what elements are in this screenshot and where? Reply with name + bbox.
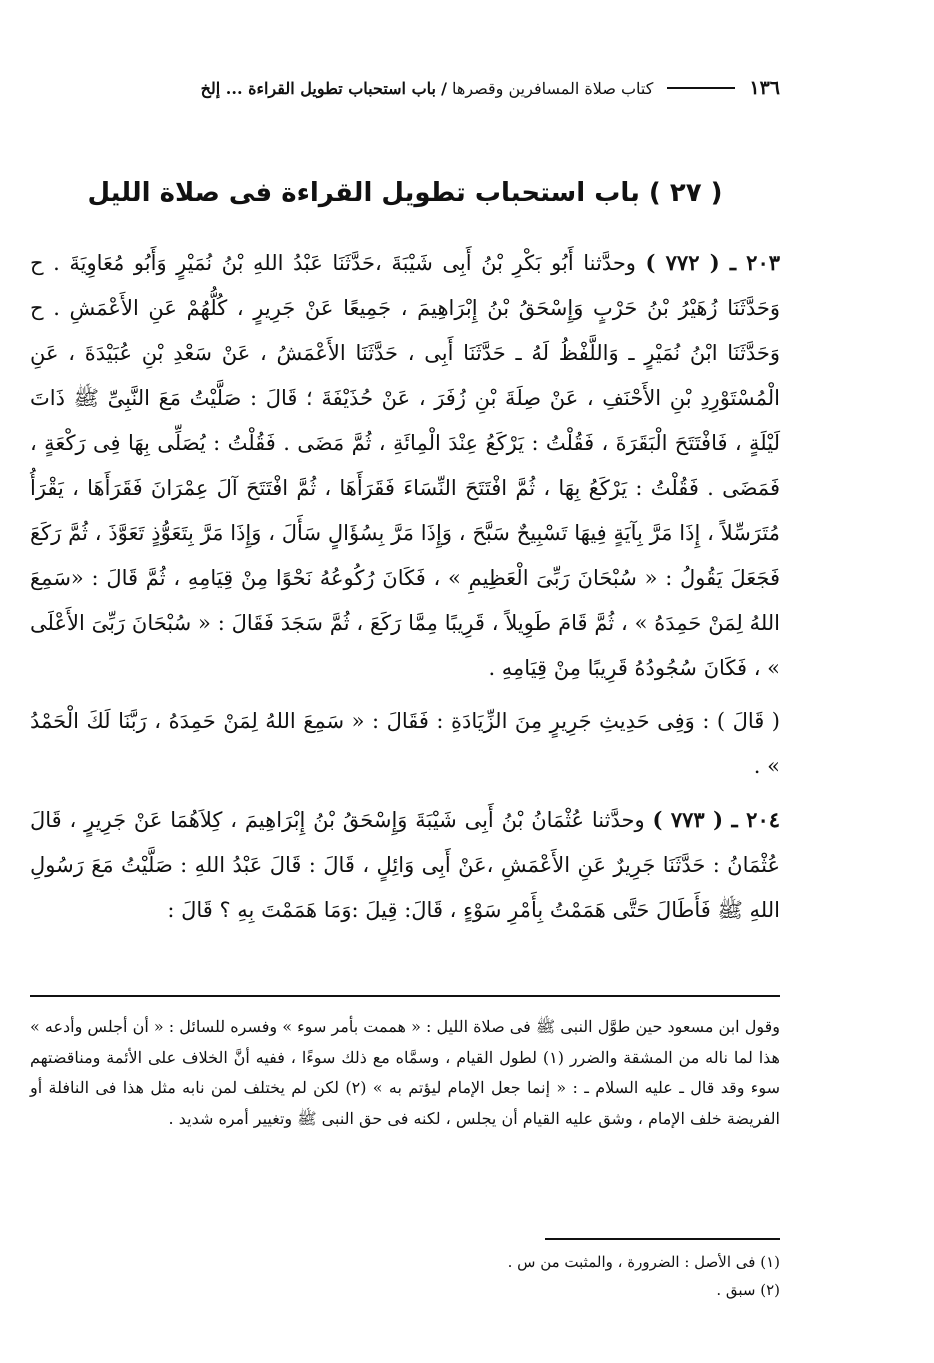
commentary xyxy=(30,1012,780,1134)
paragraph-gap xyxy=(30,789,780,797)
footnote: (٢) سبق . xyxy=(716,1281,780,1299)
page-number: ١٣٦ xyxy=(749,77,780,99)
hadith-body: وحدَّثنا أَبُو بَكْرِ بْنُ أَبِى شَيْبَةَ ،حَدَّثَنَا عَبْدُ اللهِ بْنُ نُمَيْرٍ وَأَبُو مُعَاوِيَةَ . ح وَحَدَّثَنَا زُهَيْرُ بْنُ حَرْبٍ وَإِسْحَقُ بْنُ إِبْرَاهِيمَ ، جَمِيعًا عَنْ جَرِيرٍ ، كُلُّهُمْ عَنِ الأَعْمَشِ . ح وَحَدَّثَنَا ابْنُ نُمَيْرٍ ـ وَاللَّفْظُ لَهُ ـ حَدَّثَنَا أَبِى ، حَدَّثَنَا الأَعْمَشُ ، عَنْ سَعْدِ بْنِ عُبَيْدَةَ ، عَنِ الْمُسْتَوْرِدِ بْنِ الأَحْنَفِ ، عَنْ صِلَةَ بْنِ زُفَرَ ، عَنْ حُذَيْفَةَ ؛ قَالَ : صَلَّيْتُ مَعَ النَّبِىِّ ﷺ ذَاتَ لَيْلَةٍ ، فَافْتَتَحَ الْبَقَرَةَ ، فَقُلْتُ : يَرْكَعُ عِنْدَ الْمِائَةِ ، ثُمَّ مَضَى . فَقُلْتُ : يُصَلِّى بِهَا فِى رَكْعَةٍ ، فَمَضَى . فَقُلْتُ : يَرْكَعُ بِهَا ، ثُمَّ افْتَتَحَ النِّسَاءَ فَقَرَأَهَا ، ثُمَّ افْتَتَحَ آلَ عِمْرَانَ فَقَرَأَهَا ، يَقْرَأُ مُتَرَسِّلاً ، إِذَا مَرَّ بِآيَةٍ فِيهَا تَسْبِيحٌ سَبَّحَ ، وَإِذَا مَرَّ بِسُؤَالٍ سَأَلَ ، وَإِذَا مَرَّ بِتَعَوُّذٍ تَعَوَّذَ ، ثُمَّ رَكَعَ فَجَعَلَ يَقُولُ : « سُبْحَانَ رَبِّىَ الْعَظِيمِ » ، فَكَانَ رُكُوعُهُ نَحْوًا مِنْ قِيَامِهِ ، ثُمَّ قَالَ : «سَمِعَ اللهُ لِمَنْ حَمِدَهُ » ، ثُمَّ قَامَ طَوِيلاً ، قَرِيبًا مِمَّا رَكَعَ ، ثُمَّ سَجَدَ فَقَالَ : « سُبْحَانَ رَبِّىَ الأَعْلَى » ، فَكَانَ سُجُودُهُ قَرِيبًا مِنْ قِيَامِهِ . xyxy=(30,251,780,680)
chapter-heading: ( ٢٧ ) باب استحباب تطويل القراءة فى صلاة الليل xyxy=(87,178,723,208)
hadith-paragraph xyxy=(30,797,780,933)
hadith-number: ٢٠٤ ـ ( ٧٧٣ ) xyxy=(652,807,781,832)
section-divider xyxy=(30,995,780,997)
footnotes xyxy=(30,1248,780,1304)
book-page xyxy=(30,0,780,1363)
hadith-body: وحدَّثنا عُثْمَانُ بْنُ أَبِى شَيْبَةَ وَإِسْحَقُ بْنُ إِبْرَاهِيمَ ، كِلاَهُمَا عَنْ جَرِيرٍ ، قَالَ عُثْمَانُ : حَدَّثَنَا جَرِيرٌ عَنِ الأَعْمَشِ ،عَنْ أَبِى وَائِلٍ ، قَالَ : قَالَ عَبْدُ اللهِ : صَلَّيْتُ مَعَ رَسُولِ اللهِ ﷺ فَأَطَالَ حَتَّى هَمَمْتُ بِأَمْرِ سَوْءٍ ، قَالَ: قِيلَ :وَمَا هَمَمْتَ بِهِ ؟ قَالَ : xyxy=(30,808,780,922)
hadith-paragraph xyxy=(30,240,780,691)
header-chapter-title: باب استحباب تطويل القراءة ... إلخ xyxy=(200,78,436,98)
commentary-paragraph: وقول ابن مسعود حين طوَّل النبى ﷺ فى صلاة الليل : « هممت بأمر سوء » وفسره للسائل : « أن أجلس وأدعه » هذا لما ناله من المشقة والضرر (١) لطول القيام ، وسمَّاه مع ذلك سوءًا ، ففيه أنَّ الخلاف على الأئمة ومناقضتهم سوء وقد قال ـ عليه السلام ـ : « إنما جعل الإمام ليؤتم به » (٢) لكن لم يختلف لمن نابه مثل هذا فى النافلة أو الفريضة خلف الإمام ، وشق عليه القيام أن يجلس ، لكنه فى حق النبى ﷺ وتغيير أمره شديد . xyxy=(30,1017,781,1128)
header-separator: / xyxy=(441,78,447,98)
header-title xyxy=(201,79,654,98)
paragraph-gap xyxy=(30,691,780,699)
footnote-divider xyxy=(545,1238,780,1240)
footnote: (١) فى الأصل : الضرورة ، والمثبت من س . xyxy=(507,1253,780,1271)
header-book-title: كتاب صلاة المسافرين وقصرها xyxy=(452,78,654,98)
hadith-text xyxy=(30,240,780,933)
header-rule xyxy=(667,87,735,89)
hadith-number: ٢٠٣ ـ ( ٧٧٢ ) xyxy=(645,250,781,275)
hadith-body: ( قَالَ ) : وَفِى حَدِيثِ جَرِيرٍ مِنَ الزِّيَادَةِ : فَقَالَ : « سَمِعَ اللهُ لِمَنْ حَمِدَهُ ، رَبَّنَا لَكَ الْحَمْدُ » . xyxy=(30,709,780,778)
hadith-paragraph xyxy=(30,699,780,789)
running-header xyxy=(30,70,780,106)
